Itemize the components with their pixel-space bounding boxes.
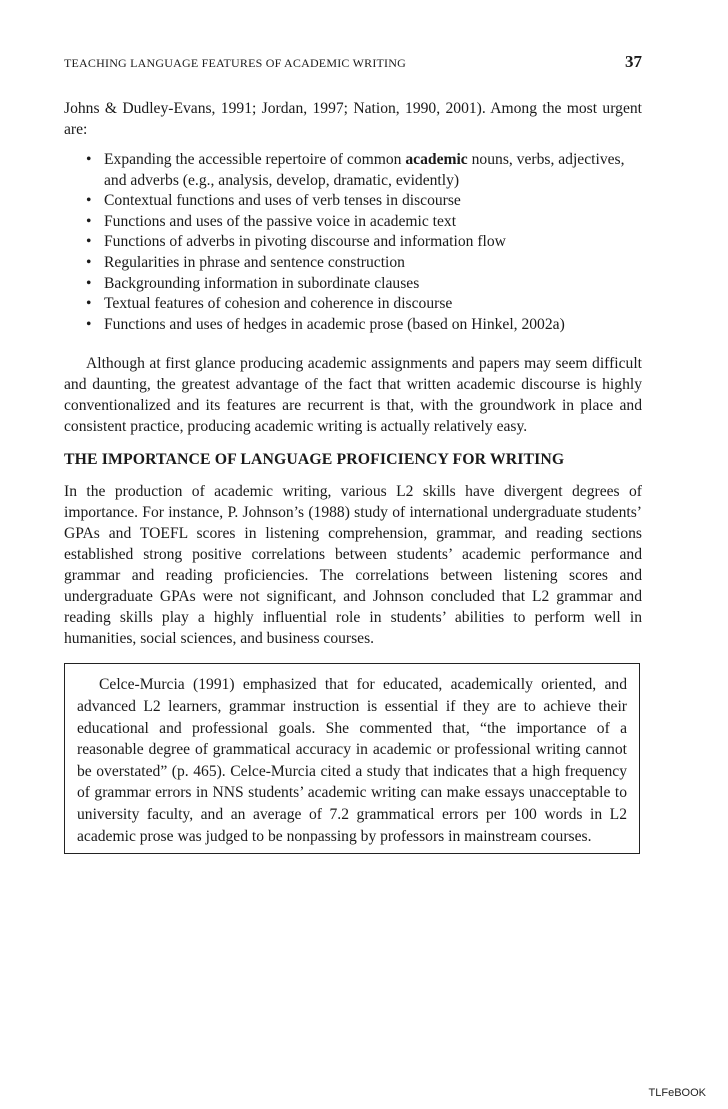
bullet-dot: • xyxy=(86,315,92,333)
list-item-text: Functions and uses of hedges in academic prose (based on Hinkel, 2002a) xyxy=(104,315,565,333)
list-item xyxy=(86,150,642,191)
bullet-dot: • xyxy=(86,295,92,313)
list-item xyxy=(86,294,642,315)
intro-paragraph: Johns & Dudley-Evans, 1991; Jordan, 1997; Nation, 1990, 2001). Among the most urgent are: xyxy=(64,100,642,138)
section-heading: THE IMPORTANCE OF LANGUAGE PROFICIENCY FOR WRITING xyxy=(64,451,565,469)
list-item xyxy=(86,315,642,336)
list-item-text-after: nouns, verbs, adjectives, and adverbs (e.g., analysis, develop, dramatic, evidently) xyxy=(104,151,625,189)
bullet-dot: • xyxy=(86,233,92,251)
list-item-bold-term: academic xyxy=(405,151,468,168)
list-item-text: Contextual functions and uses of verb tenses in discourse xyxy=(104,192,461,210)
list-item xyxy=(86,191,642,212)
book-page xyxy=(64,52,642,854)
bullet-dot: • xyxy=(86,253,92,271)
list-item-text: Textual features of cohesion and coherence in discourse xyxy=(104,295,453,313)
list-item xyxy=(86,274,642,295)
list-item xyxy=(86,232,642,253)
bullet-list xyxy=(64,150,642,335)
list-item-text: Backgrounding information in subordinate clauses xyxy=(104,274,420,292)
bullet-dot: • xyxy=(86,151,92,168)
bullet-dot: • xyxy=(86,212,92,230)
boxed-quote xyxy=(64,663,640,854)
body-paragraph: Although at first glance producing academic assignments and papers may seem difficult and daunting, the greatest advantage of the fact that written academic discourse is highly conventionalized and its features are recurrent is that, with the groundwork in place and consistent practice, producing academic writing is actually relatively easy. xyxy=(64,355,642,436)
running-header xyxy=(64,52,642,72)
list-item-text: Regularities in phrase and sentence construction xyxy=(104,253,405,271)
list-item xyxy=(86,212,642,233)
section-paragraph: In the production of academic writing, various L2 skills have divergent degrees of importance. For instance, P. Johnson’s (1988) study of international undergraduate students’ GPAs and TOEFL scores in listening comprehension, grammar, and reading sections established strong positive correlations between students’ academic performance and grammar and reading proficiencies. The correlations between listening scores and undergraduate GPAs were not significant, and Johnson concluded that L2 grammar and reading skills play a highly influential role in students’ abilities to perform well in humanities, social sciences, and business courses. xyxy=(64,483,642,648)
boxed-quote-text: Celce-Murcia (1991) emphasized that for educated, academically oriented, and advanced L2 learners, grammar instruction is essential if they are to achieve their educational and professional goals. She commented that, “the importance of a reasonable degree of grammatical accuracy in academic or professional writing cannot be overstated” (p. 465). Celce-Murcia cited a study that indicates that a high frequency of grammar errors in NNS students’ academic writing can make essays unacceptable to university faculty, and an average of 7.2 grammatical errors per 100 words in L2 academic prose was judged to be nonpassing by professors in mainstream courses. xyxy=(77,676,627,845)
list-item-text: Functions and uses of the passive voice in academic text xyxy=(104,212,457,230)
list-item xyxy=(86,253,642,274)
bullet-dot: • xyxy=(86,192,92,210)
running-title: TEACHING LANGUAGE FEATURES OF ACADEMIC WRITING xyxy=(64,56,406,70)
list-item-text: Functions of adverbs in pivoting discourse and information flow xyxy=(104,233,506,251)
page-number: 37 xyxy=(625,52,642,71)
footer-tag: TLFeBOOK xyxy=(648,1087,706,1099)
list-item-text-before: Expanding the accessible repertoire of common xyxy=(104,151,406,168)
bullet-dot: • xyxy=(86,274,92,292)
